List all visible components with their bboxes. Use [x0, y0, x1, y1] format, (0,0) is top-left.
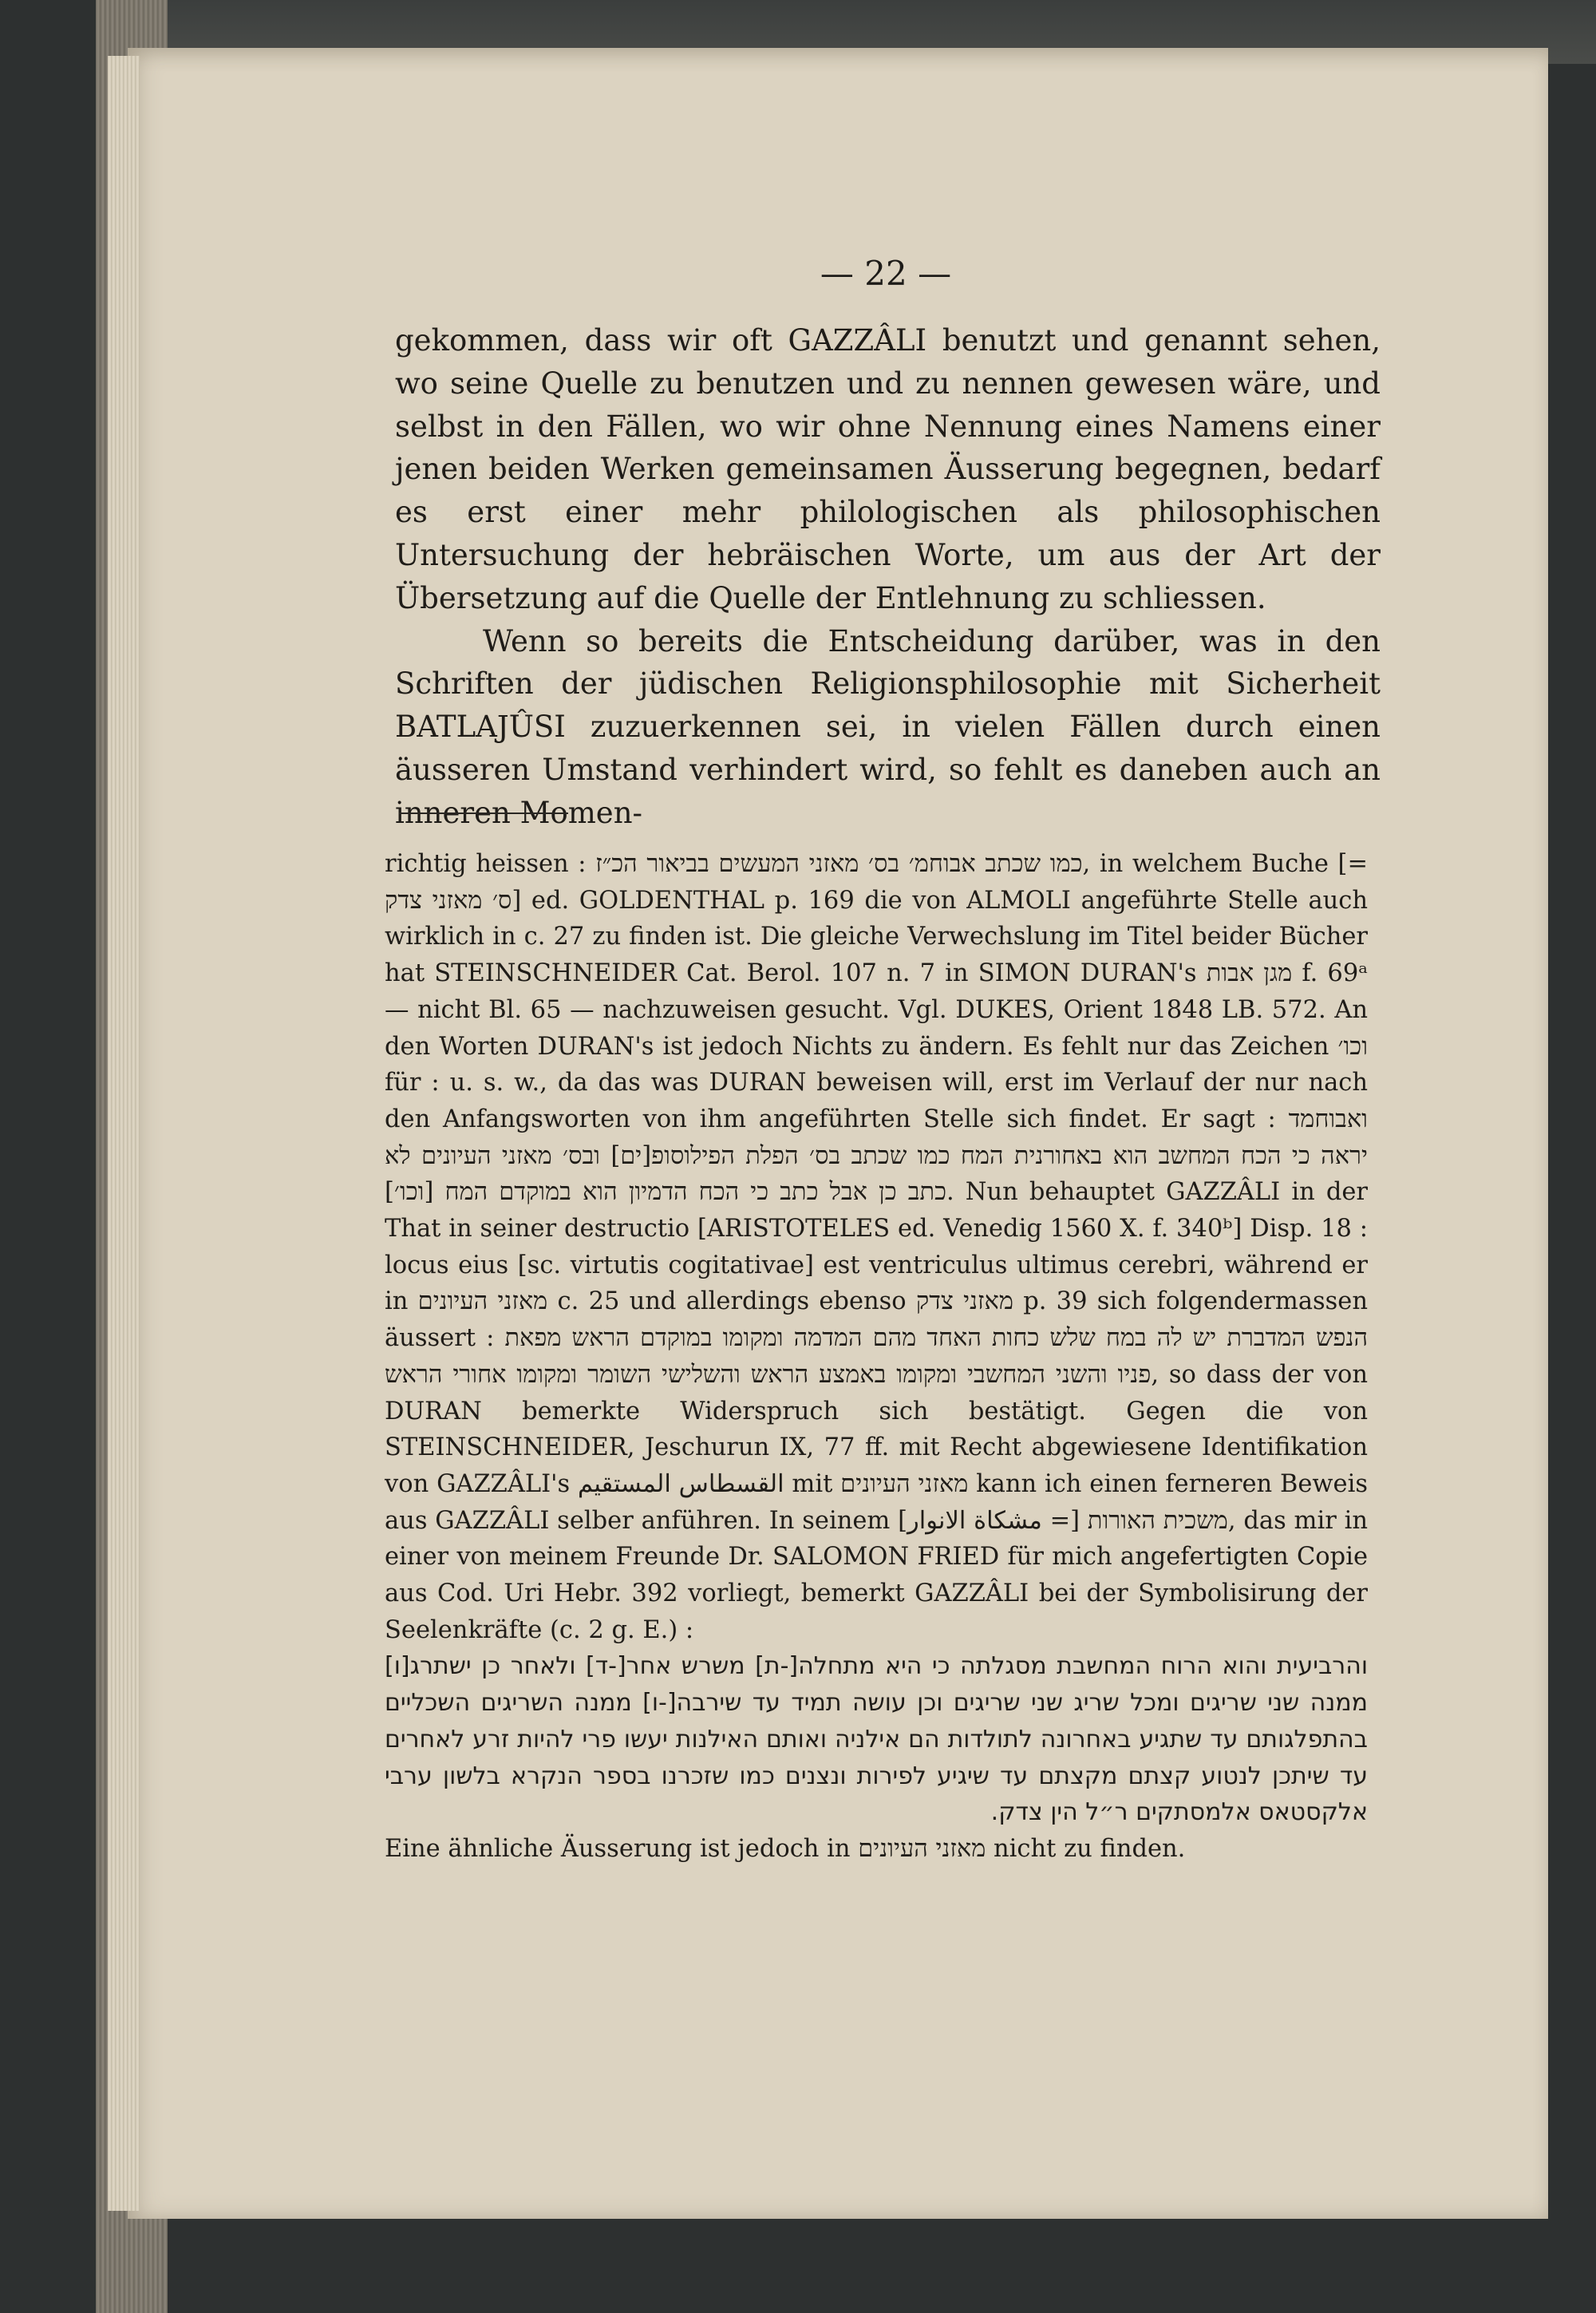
footnote: [385, 846, 1368, 1868]
footnote-separator: [399, 813, 568, 814]
page-number: — 22 —: [820, 254, 952, 293]
main-body-text: [395, 319, 1381, 835]
footnote-text: richtig heissen : כמו שכתב אבוחמ׳ בס׳ מאזני המעשים בביאור הכ״ז, in welchem Buche [= ס׳ מאזני צדק] ed. GOLDENTHAL p. 169 die von ALMOLI angeführte Stelle auch wirklich in c. 27 zu finden ist. Die gleiche Verwechslung im Titel beider Bücher hat STEINSCHNEIDER Cat. Berol. 107 n. 7 in SIMON DURAN's מגן אבות f. 69ᵃ — nicht Bl. 65 — nachzuweisen gesucht. Vgl. DUKES, Orient 1848 LB. 572. An den Worten DURAN's ist jedoch Nichts zu ändern. Es fehlt nur das Zeichen וכו׳ für : u. s. w., da das was DURAN beweisen will, erst im Verlauf der nur nach den Anfangsworten von ihm angeführten Stelle sich findet. Er sagt : ואבוחמד יראה כי הכח המחשב הוא באחורנית המח כמו שכתב בס׳ הפלת הפילוסופ[ים] ובס׳ מאזני העיונים לא כתב כן אבל כתב כי הכח הדמיון הוא במוקדם המח [וכו׳]. Nun behauptet GAZZÂLI in der That in seiner destructio [ARISTOTELES ed. Venedig 1560 X. f. 340ᵇ] Disp. 18 : locus eius [sc. virtutis cogitativae] est ventriculus ultimus cerebri, während er in מאזני העיונים c. 25 und allerdings ebenso מאזני צדק p. 39 sich folgendermassen äussert : הנפש המדברת יש לה במח שלש כחות האחד מהם המדמה ומקומו במוקדם הראש מפאת פניו והשני המחשבי ומקומו באמצע הראש והשלישי השומר ומקומו אחורי הראש, so dass der von DURAN bemerkte Widerspruch sich bestätigt. Gegen die von STEINSCHNEIDER, Jeschurun IX, 77 ff. mit Recht abgewiesene Identifikation von GAZZÂLI's القسطاس المستقيم mit מאזני העיונים kann ich einen ferneren Beweis aus GAZZÂLI selber anführen. In seinem משכית האורות [= مشكاة الانوار], das mir in einer von meinem Freunde Dr. SALOMON FRIED für mich angefertigten Copie aus Cod. Uri Hebr. 392 vorliegt, bemerkt GAZZÂLI bei der Symbolisirung der Seelenkräfte (c. 2 g. E.) :: [385, 850, 1369, 1644]
paragraph-1: gekommen, dass wir oft GAZZÂLI benutzt und genannt sehen, wo seine Quelle zu benutzen und zu nennen gewesen wäre, und selbst in den Fällen, wo wir ohne Nennung eines Namens einer jenen beiden Werken gemeinsamen Äusserung begegnen, bedarf es erst einer mehr philologischen als philosophischen Untersuchung der hebräischen Worte, um aus der Art der Übersetzung auf die Quelle der Entlehnung zu schliessen.: [395, 323, 1381, 615]
page-edges: [108, 56, 140, 2211]
footnote-hebrew-quote: והרביעית והוא הרוח המחשבת מסגלתה כי היא מתחלה[-ת] משרש אחר[-ד] ולאחר כן ישתרג[ו] ממנה שני שריגים ומכל שריג שני שריגים וכן עושה תמיד עד שירבה[-ו] ממנה השריגים השכליים בהתפלגותם עד שתגיע באחרונה לתולדות הם אילניה ואותם האילנות יעשו פרי להיות זרע לאחרים עד שיתכן לנטוע קצתם מקצתם עד שיגיע לפירות ונצנים כמו שזכרנו בספר הנקרא בלשון ערבי אלקסטאס אלמסתקים ר״ל הין צדק.: [385, 1652, 1368, 1827]
paragraph-2: Wenn so bereits die Entscheidung darüber, was in den Schriften der jüdischen Religionsphilosophie mit Sicherheit BATLAJÛSI zuzuerkennen sei, in vielen Fällen durch einen äusseren Umstand verhindert wird, so fehlt es daneben auch an inneren Momen-: [395, 623, 1381, 830]
footnote-conclusion: Eine ähnliche Äusserung ist jedoch in מאזני העיונים nicht zu finden.: [385, 1834, 1186, 1863]
